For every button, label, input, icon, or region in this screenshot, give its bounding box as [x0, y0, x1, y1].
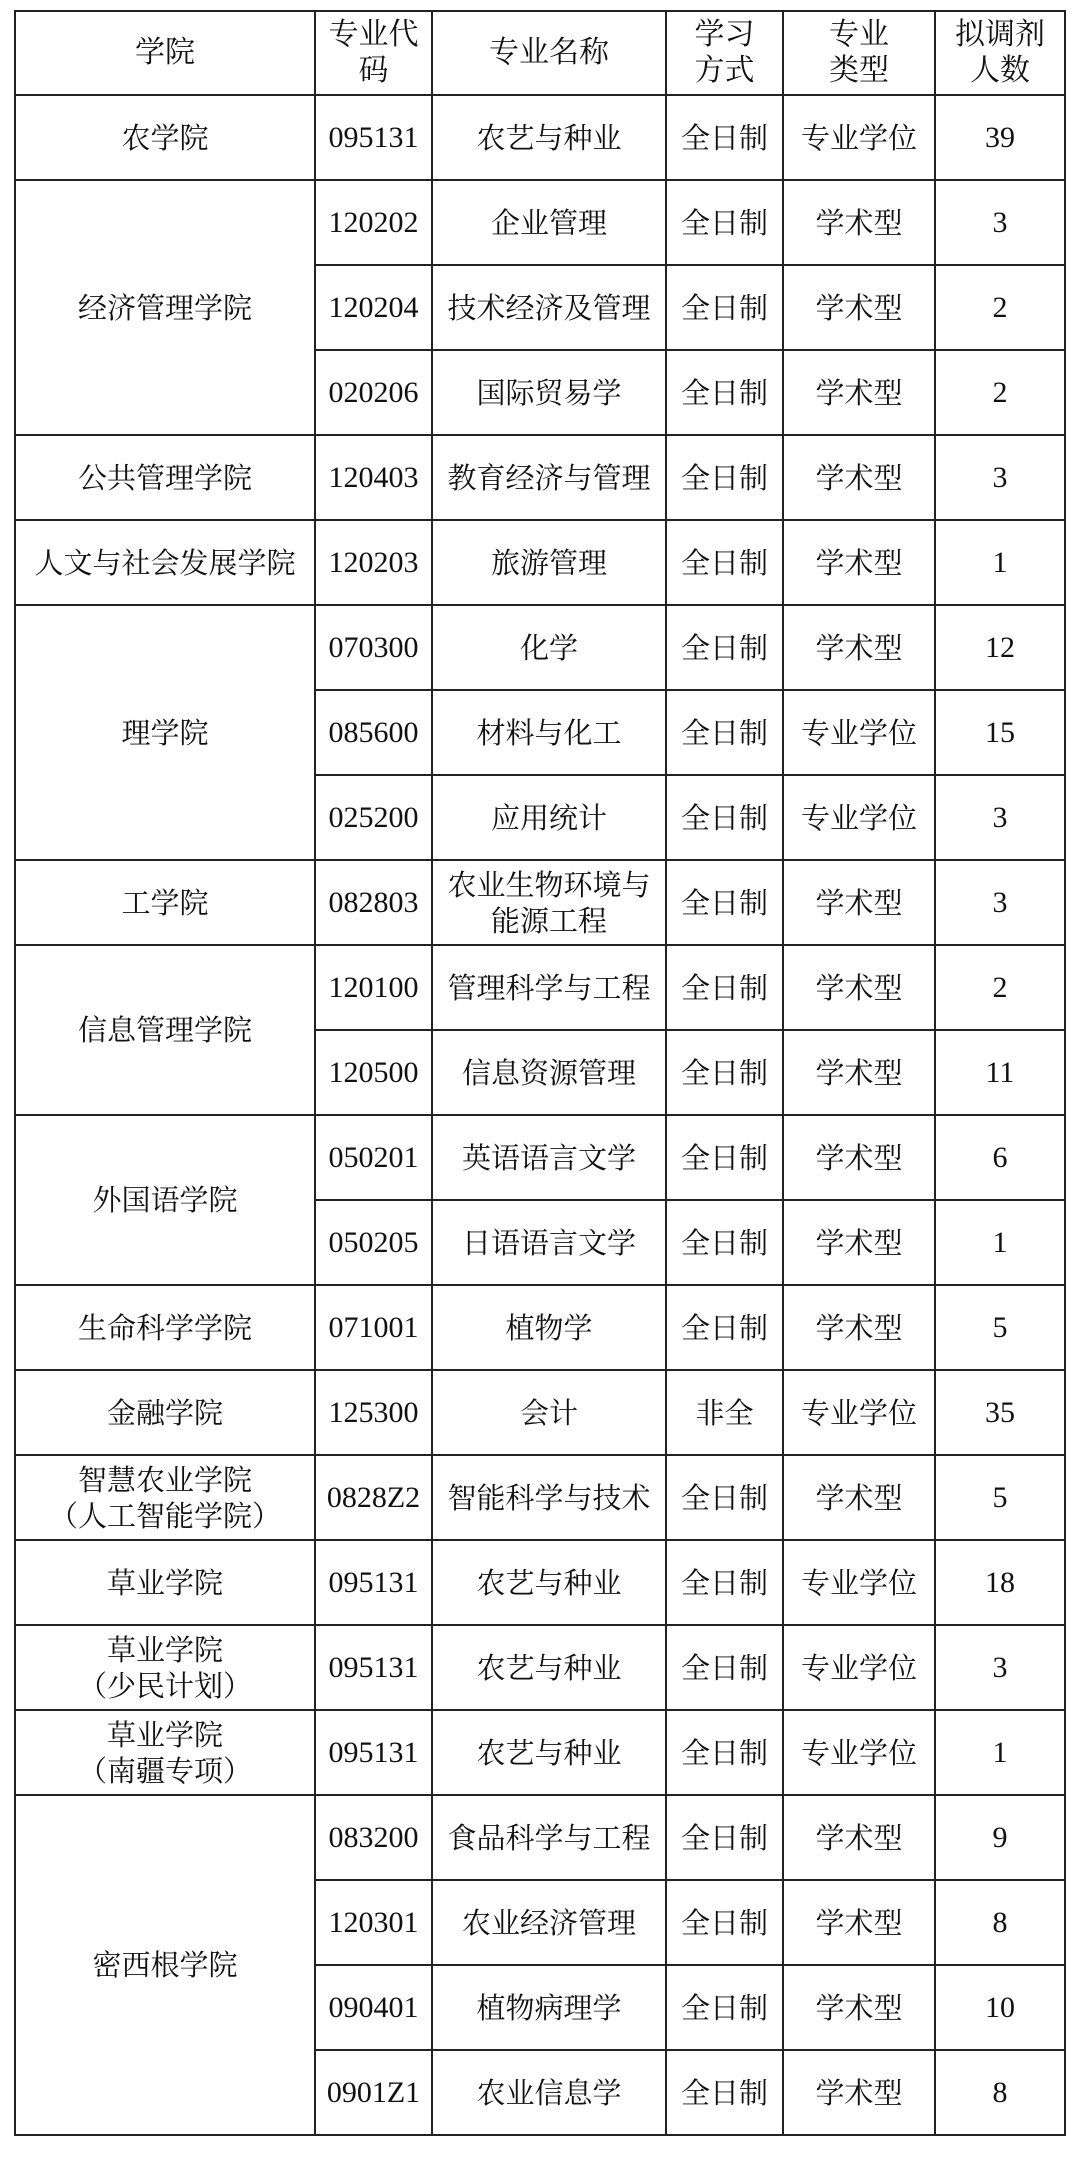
table-row	[15, 1455, 1065, 1540]
cell-text-line: 070300	[328, 630, 419, 664]
study-mode-cell	[666, 1115, 783, 1200]
major-code-cell	[315, 265, 432, 350]
planned-count-cell	[935, 520, 1065, 605]
cell-text-line: 学术型	[815, 2075, 903, 2110]
cell-text-line: 日语语言文学	[461, 1225, 636, 1260]
cell-text-line: 5	[992, 1310, 1008, 1344]
cell-text-line: （南疆专项）	[77, 1753, 252, 1788]
major-type-cell	[783, 1030, 935, 1115]
cell-text-line: 3	[992, 205, 1008, 239]
cell-text-line: 食品科学与工程	[447, 1820, 651, 1855]
cell-text-line: 095131	[328, 120, 419, 154]
major-type-cell	[783, 1540, 935, 1625]
table-row	[15, 1370, 1065, 1455]
cell-text-line: 全日制	[680, 1055, 768, 1090]
cell-text-line: 经济管理学院	[77, 290, 252, 325]
college-cell	[15, 1455, 315, 1540]
cell-text-line: 3	[992, 800, 1008, 834]
major-type-cell	[783, 1965, 935, 2050]
cell-text-line: 草业学院	[106, 1717, 223, 1752]
study-mode-cell	[666, 1540, 783, 1625]
cell-text-line: 095131	[328, 1735, 419, 1769]
cell-text-line: 9	[992, 1820, 1008, 1854]
cell-text-line: 39	[985, 120, 1015, 154]
cell-text-line: 专业学位	[800, 120, 917, 155]
planned-count-cell	[935, 1880, 1065, 1965]
table-row	[15, 180, 1065, 265]
header-mode: 学习 方式	[666, 11, 783, 95]
major-name-cell	[432, 1285, 666, 1370]
cell-text-line: 120301	[328, 1905, 419, 1939]
table-row	[15, 95, 1065, 180]
college-cell	[15, 1625, 315, 1710]
study-mode-cell	[666, 1710, 783, 1795]
cell-text-line: 1	[992, 545, 1008, 579]
planned-count-cell	[935, 775, 1065, 860]
cell-text-line: 全日制	[680, 1735, 768, 1770]
major-name-cell	[432, 1540, 666, 1625]
cell-text-line: 050201	[328, 1140, 419, 1174]
college-cell	[15, 1115, 315, 1285]
study-mode-cell	[666, 2050, 783, 2135]
planned-count-cell	[935, 605, 1065, 690]
table-row	[15, 520, 1065, 605]
cell-text-line: 农业生物环境与	[447, 867, 651, 902]
cell-text-line: 全日制	[680, 715, 768, 750]
major-type-cell	[783, 180, 935, 265]
cell-text-line: 旅游管理	[490, 545, 607, 580]
cell-text-line: 学术型	[815, 970, 903, 1005]
table-row	[15, 1625, 1065, 1710]
major-code-cell	[315, 520, 432, 605]
cell-text-line: 非全	[695, 1395, 754, 1430]
major-code-cell	[315, 1030, 432, 1115]
planned-count-cell	[935, 860, 1065, 945]
major-name-cell	[432, 1625, 666, 1710]
cell-text-line: 全日制	[680, 800, 768, 835]
study-mode-cell	[666, 180, 783, 265]
major-type-cell	[783, 520, 935, 605]
cell-text-line: 专业学位	[800, 715, 917, 750]
cell-text-line: 全日制	[680, 2075, 768, 2110]
cell-text-line: 020206	[328, 375, 419, 409]
cell-text-line: 125300	[328, 1395, 419, 1429]
study-mode-cell	[666, 1455, 783, 1540]
major-name-cell	[432, 1200, 666, 1285]
major-code-cell	[315, 1710, 432, 1795]
cell-text-line: 学术型	[815, 630, 903, 665]
table-row	[15, 945, 1065, 1030]
cell-text-line: 120100	[328, 970, 419, 1004]
cell-text-line: 全日制	[680, 1480, 768, 1515]
cell-text-line: 学术型	[815, 460, 903, 495]
cell-text-line: 全日制	[680, 1650, 768, 1685]
cell-text-line: 095131	[328, 1650, 419, 1684]
cell-text-line: 理学院	[121, 715, 209, 750]
table-row	[15, 1540, 1065, 1625]
planned-count-cell	[935, 1285, 1065, 1370]
cell-text-line: 学术型	[815, 1480, 903, 1515]
planned-count-cell	[935, 1625, 1065, 1710]
planned-count-cell	[935, 1200, 1065, 1285]
cell-text-line: 应用统计	[490, 800, 607, 835]
cell-text-line: 技术经济及管理	[447, 290, 651, 325]
college-cell	[15, 1540, 315, 1625]
college-cell	[15, 435, 315, 520]
major-code-cell	[315, 350, 432, 435]
cell-text-line: 农艺与种业	[476, 1565, 622, 1600]
major-code-cell	[315, 775, 432, 860]
cell-text-line: 能源工程	[490, 903, 607, 938]
cell-text-line: 082803	[328, 885, 419, 919]
cell-text-line: 金融学院	[106, 1395, 223, 1430]
study-mode-cell	[666, 1200, 783, 1285]
planned-count-cell	[935, 1115, 1065, 1200]
cell-text-line: （人工智能学院）	[48, 1498, 281, 1533]
header-major: 专业名称	[432, 11, 666, 95]
study-mode-cell	[666, 1625, 783, 1710]
study-mode-cell	[666, 1030, 783, 1115]
cell-text-line: 050205	[328, 1225, 419, 1259]
table-row	[15, 1115, 1065, 1200]
major-code-cell	[315, 1625, 432, 1710]
major-code-cell	[315, 945, 432, 1030]
major-code-cell	[315, 1285, 432, 1370]
cell-text-line: 全日制	[680, 375, 768, 410]
major-type-cell	[783, 690, 935, 775]
cell-text-line: 专业学位	[800, 1650, 917, 1685]
major-code-cell	[315, 435, 432, 520]
major-type-cell	[783, 775, 935, 860]
major-type-cell	[783, 350, 935, 435]
cell-text-line: 120203	[328, 545, 419, 579]
major-name-cell	[432, 1710, 666, 1795]
cell-text-line: 外国语学院	[92, 1183, 238, 1217]
cell-text-line: 全日制	[680, 545, 768, 580]
study-mode-cell	[666, 1285, 783, 1370]
planned-count-cell	[935, 1710, 1065, 1795]
table-row	[15, 860, 1065, 945]
planned-count-cell	[935, 1965, 1065, 2050]
planned-count-cell	[935, 1370, 1065, 1455]
cell-text-line: 专业学位	[800, 1395, 917, 1430]
header-type: 专业 类型	[783, 11, 935, 95]
study-mode-cell	[666, 1880, 783, 1965]
college-cell	[15, 1370, 315, 1455]
cell-text-line: 全日制	[680, 1990, 768, 2025]
cell-text-line: 12	[985, 630, 1015, 664]
cell-text-line: 全日制	[680, 885, 768, 920]
cell-text-line: 120403	[328, 460, 419, 494]
cell-text-line: 15	[985, 715, 1015, 749]
cell-text-line: 3	[992, 1650, 1008, 1684]
cell-text-line: 5	[992, 1480, 1008, 1514]
major-type-cell	[783, 860, 935, 945]
cell-text-line: 全日制	[680, 630, 768, 665]
study-mode-cell	[666, 350, 783, 435]
cell-text-line: 全日制	[680, 970, 768, 1005]
cell-text-line: 全日制	[680, 205, 768, 240]
major-code-cell	[315, 180, 432, 265]
major-code-cell	[315, 690, 432, 775]
cell-text-line: 农艺与种业	[476, 120, 622, 155]
major-code-cell	[315, 1115, 432, 1200]
major-name-cell	[432, 1880, 666, 1965]
major-name-cell	[432, 2050, 666, 2135]
cell-text-line: 植物病理学	[476, 1990, 622, 2025]
planned-count-cell	[935, 945, 1065, 1030]
cell-text-line: （少民计划）	[77, 1668, 252, 1703]
cell-text-line: 生命科学学院	[77, 1310, 252, 1345]
major-name-cell	[432, 95, 666, 180]
major-code-cell	[315, 95, 432, 180]
cell-text-line: 专业学位	[800, 1735, 917, 1770]
table-row	[15, 1285, 1065, 1370]
study-mode-cell	[666, 435, 783, 520]
cell-text-line: 草业学院	[106, 1632, 223, 1667]
cell-text-line: 学术型	[815, 290, 903, 325]
cell-text-line: 教育经济与管理	[447, 460, 651, 495]
cell-text-line: 学术型	[815, 1055, 903, 1090]
cell-text-line: 学术型	[815, 885, 903, 920]
cell-text-line: 35	[985, 1395, 1015, 1429]
study-mode-cell	[666, 605, 783, 690]
table-row	[15, 1795, 1065, 1880]
planned-count-cell	[935, 435, 1065, 520]
major-name-cell	[432, 1030, 666, 1115]
college-cell	[15, 1795, 315, 2135]
cell-text-line: 学术型	[815, 375, 903, 410]
table-row	[15, 605, 1065, 690]
cell-text-line: 信息资源管理	[461, 1055, 636, 1090]
major-name-cell	[432, 435, 666, 520]
major-type-cell	[783, 1200, 935, 1285]
cell-text-line: 会计	[519, 1395, 578, 1430]
cell-text-line: 农业信息学	[476, 2075, 622, 2110]
cell-text-line: 3	[992, 460, 1008, 494]
cell-text-line: 学术型	[815, 1140, 903, 1175]
major-code-cell	[315, 1880, 432, 1965]
cell-text-line: 0901Z1	[326, 2075, 421, 2109]
major-name-cell	[432, 1115, 666, 1200]
cell-text-line: 全日制	[680, 1820, 768, 1855]
major-type-cell	[783, 1115, 935, 1200]
planned-count-cell	[935, 265, 1065, 350]
major-name-cell	[432, 1370, 666, 1455]
study-mode-cell	[666, 690, 783, 775]
cell-text-line: 120204	[328, 290, 419, 324]
planned-count-cell	[935, 1540, 1065, 1625]
cell-text-line: 智能科学与技术	[447, 1480, 651, 1515]
planned-count-cell	[935, 180, 1065, 265]
major-name-cell	[432, 1965, 666, 2050]
college-cell	[15, 605, 315, 860]
major-type-cell	[783, 1710, 935, 1795]
major-type-cell	[783, 2050, 935, 2135]
college-cell	[15, 520, 315, 605]
cell-text-line: 材料与化工	[476, 715, 622, 750]
major-type-cell	[783, 435, 935, 520]
major-name-cell	[432, 690, 666, 775]
college-cell	[15, 95, 315, 180]
college-cell	[15, 1285, 315, 1370]
cell-text-line: 1	[992, 1735, 1008, 1769]
cell-text-line: 全日制	[680, 1905, 768, 1940]
cell-text-line: 专业学位	[800, 800, 917, 835]
cell-text-line: 学术型	[815, 545, 903, 580]
cell-text-line: 3	[992, 885, 1008, 919]
cell-text-line: 学术型	[815, 1225, 903, 1260]
cell-text-line: 071001	[328, 1310, 419, 1344]
cell-text-line: 学术型	[815, 1905, 903, 1940]
college-cell	[15, 945, 315, 1115]
major-name-cell	[432, 860, 666, 945]
major-name-cell	[432, 1795, 666, 1880]
major-type-cell	[783, 1795, 935, 1880]
header-code: 专业代 码	[315, 11, 432, 95]
cell-text-line: 全日制	[680, 120, 768, 155]
cell-text-line: 120500	[328, 1055, 419, 1089]
cell-text-line: 英语语言文学	[461, 1140, 636, 1175]
major-type-cell	[783, 1455, 935, 1540]
major-code-cell	[315, 1540, 432, 1625]
cell-text-line: 农学院	[121, 120, 209, 155]
major-code-cell	[315, 1370, 432, 1455]
cell-text-line: 全日制	[680, 1140, 768, 1175]
planned-count-cell	[935, 1030, 1065, 1115]
study-mode-cell	[666, 945, 783, 1030]
major-name-cell	[432, 520, 666, 605]
cell-text-line: 2	[992, 290, 1008, 324]
cell-text-line: 学术型	[815, 1990, 903, 2025]
table-row	[15, 1710, 1065, 1795]
study-mode-cell	[666, 520, 783, 605]
cell-text-line: 草业学院	[106, 1565, 223, 1600]
header-count: 拟调剂 人数	[935, 11, 1065, 95]
major-code-cell	[315, 860, 432, 945]
planned-count-cell	[935, 1795, 1065, 1880]
study-mode-cell	[666, 860, 783, 945]
major-name-cell	[432, 775, 666, 860]
adjustment-table	[14, 10, 1066, 2136]
study-mode-cell	[666, 1370, 783, 1455]
cell-text-line: 095131	[328, 1565, 419, 1599]
cell-text-line: 农业经济管理	[461, 1905, 636, 1940]
cell-text-line: 120202	[328, 205, 419, 239]
major-type-cell	[783, 605, 935, 690]
planned-count-cell	[935, 690, 1065, 775]
cell-text-line: 1	[992, 1225, 1008, 1259]
cell-text-line: 0828Z2	[326, 1480, 421, 1514]
cell-text-line: 学术型	[815, 1310, 903, 1345]
cell-text-line: 2	[992, 970, 1008, 1004]
cell-text-line: 090401	[328, 1990, 419, 2024]
cell-text-line: 企业管理	[490, 205, 607, 240]
major-type-cell	[783, 265, 935, 350]
major-type-cell	[783, 945, 935, 1030]
cell-text-line: 智慧农业学院	[77, 1462, 252, 1497]
cell-text-line: 18	[985, 1565, 1015, 1599]
major-name-cell	[432, 350, 666, 435]
cell-text-line: 公共管理学院	[77, 460, 252, 495]
cell-text-line: 全日制	[680, 460, 768, 495]
cell-text-line: 全日制	[680, 290, 768, 325]
cell-text-line: 国际贸易学	[476, 375, 622, 410]
cell-text-line: 025200	[328, 800, 419, 834]
cell-text-line: 农艺与种业	[476, 1735, 622, 1770]
study-mode-cell	[666, 775, 783, 860]
college-cell	[15, 180, 315, 435]
header-row	[15, 11, 1065, 95]
major-name-cell	[432, 180, 666, 265]
major-type-cell	[783, 1285, 935, 1370]
planned-count-cell	[935, 350, 1065, 435]
major-code-cell	[315, 1455, 432, 1540]
major-type-cell	[783, 1880, 935, 1965]
study-mode-cell	[666, 95, 783, 180]
cell-text-line: 植物学	[505, 1310, 593, 1345]
major-name-cell	[432, 945, 666, 1030]
cell-text-line: 农艺与种业	[476, 1650, 622, 1685]
cell-text-line: 6	[992, 1140, 1008, 1174]
cell-text-line: 全日制	[680, 1225, 768, 1260]
cell-text-line: 10	[985, 1990, 1015, 2024]
cell-text-line: 学术型	[815, 205, 903, 240]
planned-count-cell	[935, 95, 1065, 180]
cell-text-line: 专业学位	[800, 1565, 917, 1600]
cell-text-line: 全日制	[680, 1310, 768, 1345]
major-code-cell	[315, 1200, 432, 1285]
study-mode-cell	[666, 265, 783, 350]
major-name-cell	[432, 265, 666, 350]
cell-text-line: 8	[992, 1905, 1008, 1939]
major-type-cell	[783, 1625, 935, 1710]
cell-text-line: 085600	[328, 715, 419, 749]
major-code-cell	[315, 1965, 432, 2050]
cell-text-line: 工学院	[121, 885, 209, 920]
major-code-cell	[315, 2050, 432, 2135]
study-mode-cell	[666, 1795, 783, 1880]
table-row	[15, 435, 1065, 520]
major-type-cell	[783, 1370, 935, 1455]
major-type-cell	[783, 95, 935, 180]
cell-text-line: 化学	[519, 630, 578, 665]
cell-text-line: 8	[992, 2075, 1008, 2109]
cell-text-line: 全日制	[680, 1565, 768, 1600]
cell-text-line: 信息管理学院	[77, 1013, 252, 1047]
cell-text-line: 11	[985, 1055, 1015, 1089]
cell-text-line: 管理科学与工程	[447, 970, 651, 1005]
college-cell	[15, 860, 315, 945]
cell-text-line: 人文与社会发展学院	[34, 545, 296, 580]
major-name-cell	[432, 1455, 666, 1540]
cell-text-line: 学术型	[815, 1820, 903, 1855]
cell-text-line: 2	[992, 375, 1008, 409]
planned-count-cell	[935, 2050, 1065, 2135]
cell-text-line: 083200	[328, 1820, 419, 1854]
major-code-cell	[315, 605, 432, 690]
study-mode-cell	[666, 1965, 783, 2050]
college-cell	[15, 1710, 315, 1795]
major-name-cell	[432, 605, 666, 690]
cell-text-line: 密西根学院	[92, 1948, 238, 1982]
planned-count-cell	[935, 1455, 1065, 1540]
major-code-cell	[315, 1795, 432, 1880]
header-college: 学院	[15, 11, 315, 95]
